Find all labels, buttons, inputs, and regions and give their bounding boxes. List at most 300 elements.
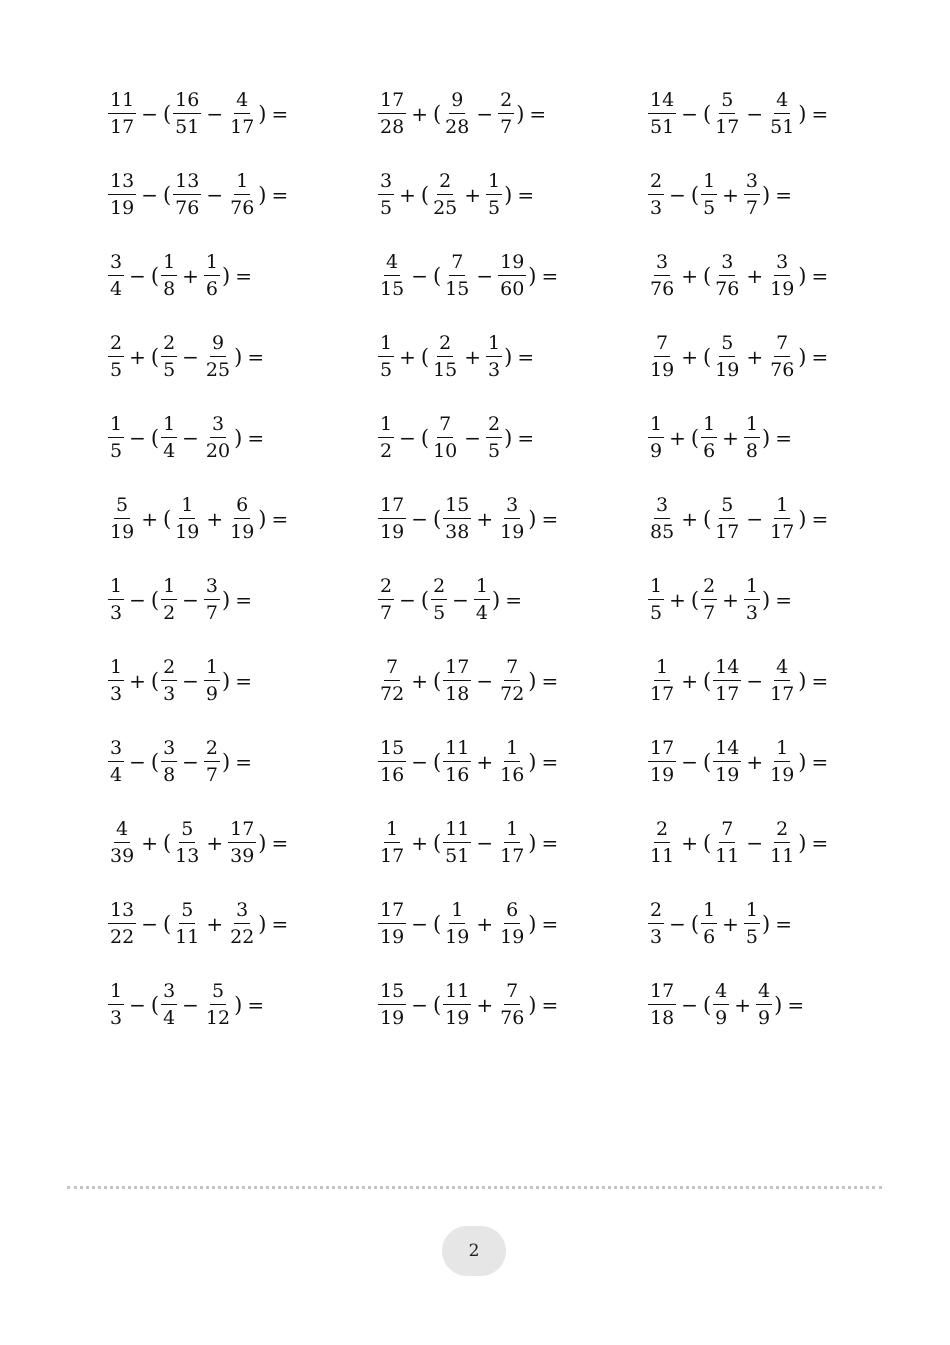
numerator: 1	[654, 658, 670, 681]
parenthesis: (	[702, 750, 712, 774]
operator: −	[746, 669, 764, 693]
denominator: 11	[175, 926, 200, 948]
operator: −	[681, 993, 698, 1017]
operator: −	[129, 750, 146, 774]
equals-sign: =	[235, 264, 252, 288]
equals-sign: =	[775, 588, 792, 612]
parenthesis: )	[528, 669, 537, 693]
denominator: 17	[500, 845, 525, 867]
numerator: 1	[108, 982, 124, 1005]
denominator: 76	[175, 197, 200, 219]
fraction	[108, 334, 124, 380]
numerator: 3	[719, 253, 735, 276]
denominator: 60	[500, 278, 525, 300]
denominator: 51	[445, 845, 470, 867]
numerator: 13	[173, 172, 201, 195]
denominator: 7	[703, 602, 716, 624]
fraction	[108, 496, 136, 542]
operator: +	[206, 912, 224, 936]
numerator: 1	[108, 577, 124, 600]
numerator: 1	[744, 415, 760, 438]
denominator: 5	[110, 440, 123, 462]
fraction	[108, 901, 136, 947]
parenthesis: (	[150, 669, 160, 693]
fraction	[108, 658, 124, 704]
fraction	[701, 577, 717, 623]
denominator: 4	[163, 440, 176, 462]
parenthesis: (	[702, 993, 712, 1017]
denominator: 19	[175, 521, 200, 543]
operator: −	[746, 831, 764, 855]
denominator: 10	[433, 440, 458, 462]
parenthesis: )	[798, 264, 807, 288]
problem-36	[647, 975, 804, 1035]
numerator: 11	[443, 820, 471, 843]
fraction	[443, 496, 471, 542]
parenthesis: )	[234, 426, 243, 450]
fraction	[701, 901, 717, 947]
numerator: 2	[654, 820, 670, 843]
problem-8	[377, 246, 558, 306]
fraction	[161, 739, 177, 785]
operator: +	[746, 345, 764, 369]
fraction	[768, 496, 796, 542]
denominator: 17	[110, 116, 135, 138]
numerator: 9	[449, 91, 465, 114]
denominator: 6	[703, 926, 716, 948]
numerator: 17	[378, 91, 406, 114]
fraction	[768, 658, 796, 704]
denominator: 19	[500, 926, 525, 948]
numerator: 1	[108, 658, 124, 681]
numerator: 2	[437, 334, 453, 357]
parenthesis: )	[504, 183, 513, 207]
fraction	[378, 172, 394, 218]
equals-sign: =	[811, 264, 829, 288]
fraction	[498, 496, 526, 542]
numerator: 2	[486, 415, 502, 438]
fraction	[204, 658, 220, 704]
numerator: 1	[701, 415, 717, 438]
fraction	[378, 577, 394, 623]
denominator: 17	[770, 683, 795, 705]
fraction	[431, 334, 459, 380]
fraction	[713, 253, 741, 299]
parenthesis: )	[258, 831, 267, 855]
operator: −	[464, 426, 482, 450]
parenthesis: (	[162, 912, 172, 936]
equals-sign: =	[517, 345, 535, 369]
fraction	[108, 739, 124, 785]
fraction	[768, 820, 796, 866]
problem-5	[377, 165, 534, 225]
denominator: 15	[380, 278, 405, 300]
denominator: 72	[500, 683, 525, 705]
fraction	[648, 172, 664, 218]
numerator: 2	[437, 172, 453, 195]
fraction	[228, 496, 256, 542]
numerator: 5	[179, 901, 195, 924]
fraction	[108, 91, 136, 137]
fraction	[713, 496, 741, 542]
operator: −	[746, 102, 764, 126]
equals-sign: =	[811, 669, 829, 693]
denominator: 76	[770, 359, 795, 381]
parenthesis: (	[702, 669, 712, 693]
parenthesis: )	[222, 264, 231, 288]
operator: −	[476, 831, 494, 855]
parenthesis: )	[528, 993, 537, 1017]
numerator: 7	[654, 334, 670, 357]
numerator: 1	[234, 172, 250, 195]
equals-sign: =	[775, 912, 792, 936]
parenthesis: )	[774, 993, 783, 1017]
parenthesis: (	[162, 102, 172, 126]
denominator: 6	[703, 440, 716, 462]
fraction	[204, 253, 220, 299]
denominator: 28	[445, 116, 470, 138]
fraction	[204, 415, 232, 461]
numerator: 11	[443, 739, 471, 762]
fraction	[228, 820, 256, 866]
fraction	[431, 415, 459, 461]
numerator: 4	[774, 91, 790, 114]
operator: −	[476, 669, 494, 693]
parenthesis: (	[432, 102, 442, 126]
fraction	[228, 91, 256, 137]
numerator: 7	[449, 253, 465, 276]
denominator: 19	[230, 521, 255, 543]
operator: +	[681, 831, 698, 855]
numerator: 1	[486, 334, 502, 357]
numerator: 2	[378, 577, 394, 600]
numerator: 7	[437, 415, 453, 438]
parenthesis: (	[702, 831, 712, 855]
numerator: 11	[443, 982, 471, 1005]
denominator: 3	[110, 1007, 123, 1029]
denominator: 3	[650, 197, 663, 219]
numerator: 17	[648, 739, 676, 762]
numerator: 4	[774, 658, 790, 681]
numerator: 1	[648, 415, 664, 438]
numerator: 11	[108, 91, 136, 114]
fraction	[744, 577, 760, 623]
equals-sign: =	[775, 183, 792, 207]
fraction	[108, 577, 124, 623]
equals-sign: =	[811, 750, 829, 774]
fraction	[173, 496, 201, 542]
problem-25	[107, 732, 252, 792]
operator: +	[476, 507, 494, 531]
denominator: 76	[230, 197, 255, 219]
fraction	[648, 901, 664, 947]
numerator: 3	[108, 739, 124, 762]
equals-sign: =	[541, 912, 559, 936]
parenthesis: (	[702, 507, 712, 531]
denominator: 19	[500, 521, 525, 543]
denominator: 5	[650, 602, 663, 624]
fraction	[378, 820, 406, 866]
fraction	[648, 982, 676, 1028]
denominator: 7	[205, 764, 219, 786]
operator: −	[681, 102, 698, 126]
fraction	[498, 91, 514, 137]
denominator: 19	[770, 764, 795, 786]
operator: +	[722, 588, 739, 612]
fraction	[648, 658, 676, 704]
numerator: 3	[108, 253, 124, 276]
fraction	[443, 253, 471, 299]
operator: +	[182, 264, 199, 288]
denominator: 19	[110, 197, 135, 219]
numerator: 4	[384, 253, 400, 276]
equals-sign: =	[271, 183, 289, 207]
denominator: 19	[445, 1007, 470, 1029]
denominator: 4	[163, 1007, 176, 1029]
operator: −	[476, 264, 494, 288]
numerator: 4	[756, 982, 772, 1005]
fraction	[378, 334, 394, 380]
fraction	[648, 496, 676, 542]
numerator: 2	[161, 658, 177, 681]
numerator: 1	[179, 496, 195, 519]
fraction	[768, 739, 796, 785]
fraction	[431, 172, 459, 218]
numerator: 5	[719, 334, 735, 357]
operator: −	[746, 507, 764, 531]
problem-28	[107, 813, 288, 873]
numerator: 6	[504, 901, 520, 924]
fraction	[498, 658, 526, 704]
operator: −	[182, 669, 199, 693]
denominator: 5	[433, 602, 446, 624]
equals-sign: =	[787, 993, 805, 1017]
denominator: 11	[650, 845, 675, 867]
operator: +	[681, 345, 698, 369]
denominator: 19	[445, 926, 470, 948]
problem-3	[647, 84, 828, 144]
operator: −	[681, 750, 698, 774]
fraction	[768, 253, 796, 299]
denominator: 3	[488, 359, 501, 381]
fraction	[443, 739, 471, 785]
equals-sign: =	[517, 183, 535, 207]
parenthesis: (	[420, 345, 430, 369]
numerator: 1	[744, 577, 760, 600]
numerator: 5	[719, 91, 735, 114]
denominator: 3	[110, 602, 123, 624]
denominator: 19	[380, 926, 405, 948]
operator: −	[411, 507, 428, 531]
parenthesis: (	[420, 426, 430, 450]
denominator: 3	[650, 926, 663, 948]
problem-9	[647, 246, 828, 306]
numerator: 1	[648, 577, 664, 600]
denominator: 11	[715, 845, 740, 867]
parenthesis: (	[432, 669, 442, 693]
fraction	[161, 577, 177, 623]
equals-sign: =	[271, 507, 289, 531]
parenthesis: )	[492, 588, 501, 612]
problem-32	[377, 894, 558, 954]
parenthesis: (	[702, 264, 712, 288]
problem-4	[107, 165, 288, 225]
parenthesis: )	[762, 588, 771, 612]
fraction	[228, 901, 256, 947]
denominator: 2	[163, 602, 176, 624]
fraction	[378, 415, 394, 461]
equals-sign: =	[271, 912, 289, 936]
denominator: 38	[445, 521, 470, 543]
parenthesis: (	[432, 264, 442, 288]
equals-sign: =	[811, 345, 829, 369]
operator: +	[681, 669, 698, 693]
operator: −	[669, 183, 686, 207]
numerator: 1	[744, 901, 760, 924]
operator: −	[141, 102, 158, 126]
denominator: 15	[433, 359, 458, 381]
operator: −	[141, 912, 158, 936]
numerator: 4	[713, 982, 729, 1005]
denominator: 11	[770, 845, 795, 867]
numerator: 7	[504, 982, 520, 1005]
denominator: 19	[380, 1007, 405, 1029]
fraction	[443, 901, 471, 947]
numerator: 5	[719, 496, 735, 519]
equals-sign: =	[235, 669, 252, 693]
parenthesis: (	[150, 993, 160, 1017]
denominator: 85	[650, 521, 675, 543]
parenthesis: (	[150, 345, 160, 369]
numerator: 1	[108, 415, 124, 438]
fraction	[204, 982, 232, 1028]
problem-20	[377, 570, 522, 630]
parenthesis: )	[504, 345, 513, 369]
equals-sign: =	[541, 264, 559, 288]
equals-sign: =	[235, 588, 252, 612]
problem-33	[647, 894, 792, 954]
fraction	[378, 982, 406, 1028]
parenthesis: )	[504, 426, 513, 450]
denominator: 4	[475, 602, 489, 624]
equals-sign: =	[811, 507, 829, 531]
parenthesis: )	[258, 183, 267, 207]
operator: −	[669, 912, 686, 936]
parenthesis: (	[432, 750, 442, 774]
parenthesis: )	[528, 912, 537, 936]
parenthesis: (	[420, 183, 430, 207]
equals-sign: =	[517, 426, 535, 450]
fraction	[648, 820, 676, 866]
fraction	[744, 415, 760, 461]
equals-sign: =	[505, 588, 522, 612]
denominator: 5	[488, 440, 501, 462]
numerator: 2	[161, 334, 177, 357]
operator: +	[734, 993, 752, 1017]
equals-sign: =	[541, 507, 559, 531]
problem-7	[107, 246, 252, 306]
fraction	[161, 658, 177, 704]
fraction	[498, 982, 526, 1028]
operator: −	[182, 426, 199, 450]
problem-35	[377, 975, 558, 1035]
problem-30	[647, 813, 828, 873]
problem-21	[647, 570, 792, 630]
numerator: 5	[179, 820, 195, 843]
operator: −	[411, 912, 428, 936]
fraction	[486, 415, 502, 461]
parenthesis: )	[798, 669, 807, 693]
page-number-badge	[442, 1226, 506, 1276]
denominator: 7	[500, 116, 513, 138]
problem-6	[647, 165, 792, 225]
numerator: 1	[161, 415, 177, 438]
denominator: 17	[715, 683, 740, 705]
fraction	[378, 496, 406, 542]
numerator: 7	[774, 334, 790, 357]
parenthesis: (	[432, 912, 442, 936]
fraction	[443, 982, 471, 1028]
numerator: 1	[504, 820, 520, 843]
operator: +	[206, 831, 224, 855]
fraction	[648, 91, 676, 137]
parenthesis: )	[222, 588, 231, 612]
operator: +	[476, 912, 494, 936]
parenthesis: (	[150, 264, 160, 288]
denominator: 5	[380, 197, 393, 219]
numerator: 7	[719, 820, 735, 843]
denominator: 19	[380, 521, 405, 543]
parenthesis: (	[690, 183, 700, 207]
numerator: 4	[114, 820, 130, 843]
parenthesis: )	[798, 102, 807, 126]
numerator: 13	[108, 172, 136, 195]
operator: −	[411, 993, 428, 1017]
operator: +	[722, 912, 739, 936]
operator: −	[129, 588, 146, 612]
fraction	[173, 91, 201, 137]
numerator: 2	[204, 739, 220, 762]
numerator: 3	[774, 253, 790, 276]
parenthesis: (	[690, 426, 700, 450]
problem-22	[107, 651, 252, 711]
operator: −	[206, 183, 224, 207]
denominator: 17	[380, 845, 405, 867]
parenthesis: (	[162, 507, 172, 531]
numerator: 15	[443, 496, 471, 519]
fraction	[161, 982, 177, 1028]
numerator: 5	[114, 496, 130, 519]
denominator: 12	[205, 1007, 231, 1029]
fraction	[443, 820, 471, 866]
denominator: 13	[175, 845, 200, 867]
denominator: 16	[500, 764, 525, 786]
denominator: 72	[380, 683, 405, 705]
parenthesis: (	[162, 831, 172, 855]
numerator: 17	[648, 982, 676, 1005]
numerator: 2	[701, 577, 717, 600]
numerator: 1	[504, 739, 520, 762]
numerator: 7	[384, 658, 400, 681]
operator: +	[399, 345, 416, 369]
operator: +	[141, 507, 158, 531]
denominator: 19	[650, 764, 675, 786]
fraction	[701, 415, 717, 461]
equals-sign: =	[541, 831, 559, 855]
problem-18	[647, 489, 828, 549]
denominator: 18	[650, 1007, 675, 1029]
denominator: 5	[163, 359, 176, 381]
